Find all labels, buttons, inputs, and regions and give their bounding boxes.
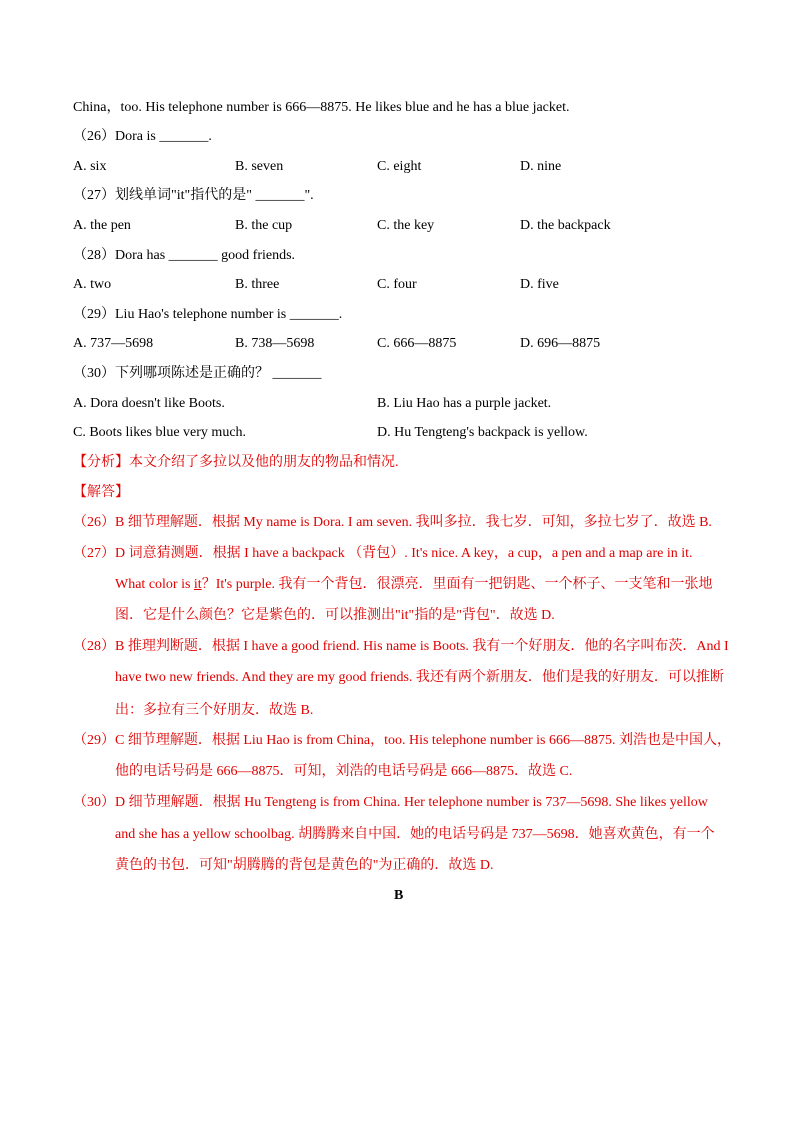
answer-26: （26）B 细节理解题．根据 My name is Dora. I am seven. 我叫多拉．我七岁．可知，多拉七岁了．故选 B. [73, 515, 712, 530]
answer-28-line3: 出：多拉有三个好朋友．故选 B. [115, 703, 314, 718]
answer-27-line2 [115, 576, 713, 594]
answer-30-line1: （30）D 细节理解题．根据 Hu Tengteng is from China. Her telephone number is 737—5698. She likes yellow [73, 795, 708, 810]
option-d: D. Hu Tengteng's backpack is yellow. [377, 425, 588, 440]
option-a: A. Dora doesn't like Boots. [73, 396, 225, 411]
question-stem-end: . [208, 129, 212, 144]
analysis-text: 【分析】本文介绍了多拉以及他的朋友的物品和情况. [73, 455, 399, 470]
answer-text: ？It's purple. 我有一个背包．很漂亮．里面有一把钥匙、一个杯子、一支笔和一张地 [201, 577, 713, 592]
option-d: D. five [520, 277, 559, 292]
answer-text: What color is [115, 577, 194, 592]
answer-28-line1: （28）B 推理判断题．根据 I have a good friend. His name is Boots. 我有一个好朋友．他的名字叫布茨．And I [73, 639, 729, 654]
option-b: B. seven [235, 159, 284, 174]
question-stem: （30）下列哪项陈述是正确的？ [73, 366, 273, 381]
option-c: C. Boots likes blue very much. [73, 425, 247, 440]
question-stem: （27）划线单词"it"指代的是" [73, 188, 256, 203]
option-b: B. Liu Hao has a purple jacket. [377, 396, 552, 411]
answer-30-line3: 黄色的书包．可知"胡腾腾的背包是黄色的"为正确的．故选 D. [115, 858, 494, 873]
passage-text: China，too. His telephone number is 666—8875. He likes blue and he has a blue jacket. [73, 100, 570, 115]
option-a: A. the pen [73, 218, 131, 233]
answer-28-line2: have two new friends. And they are my good friends. 我还有两个新朋友．他们是我的好朋友．可以推断 [115, 670, 724, 685]
answer-blank: _______ [255, 188, 305, 203]
answer-29-line1: （29）C 细节理解题．根据 Liu Hao is from China，too. His telephone number is 666—8875. 刘浩也是中国人， [73, 733, 731, 748]
option-b: B. 738—5698 [235, 336, 315, 351]
question-stem-end: good friends. [217, 248, 296, 263]
question-stem: （26）Dora is [73, 129, 160, 144]
option-c: C. eight [377, 159, 422, 174]
question-29 [73, 306, 342, 324]
answer-30-line2: and she has a yellow schoolbag. 胡腾腾来自中国．她的电话号码是 737—5698．她喜欢黄色，有一个 [115, 827, 715, 842]
underlined-word: it [193, 577, 202, 592]
option-a: A. six [73, 159, 107, 174]
section-label: B [394, 888, 404, 903]
option-d: D. 696—8875 [520, 336, 601, 351]
question-stem: （28）Dora has [73, 248, 169, 263]
answer-blank: _______ [168, 248, 218, 263]
answer-blank: _______ [289, 307, 339, 322]
option-c: C. four [377, 277, 417, 292]
option-b: B. three [235, 277, 280, 292]
answer-header: 【解答】 [73, 485, 129, 500]
option-d: D. the backpack [520, 218, 611, 233]
option-a: A. 737—5698 [73, 336, 154, 351]
question-26 [73, 128, 212, 146]
answer-27-line1: （27）D 词意猜测题．根据 I have a backpack （背包）. It's nice. A key，a cup，a pen and a map are in it. [73, 546, 693, 561]
answer-blank: _______ [159, 129, 209, 144]
answer-27-line3: 图．它是什么颜色？它是紫色的．可以推测出"it"指的是"背包"．故选 D. [115, 608, 555, 623]
question-28 [73, 247, 295, 265]
question-27 [73, 187, 314, 205]
option-a: A. two [73, 277, 112, 292]
answer-29-line2: 他的电话号码是 666—8875．可知，刘浩的电话号码是 666—8875．故选 C. [115, 764, 573, 779]
question-stem-end: ". [304, 188, 314, 203]
question-stem: （29）Liu Hao's telephone number is [73, 307, 290, 322]
answer-blank: _______ [272, 366, 322, 381]
option-c: C. the key [377, 218, 435, 233]
question-30 [73, 365, 322, 383]
option-c: C. 666—8875 [377, 336, 457, 351]
option-b: B. the cup [235, 218, 293, 233]
option-d: D. nine [520, 159, 562, 174]
question-stem-end: . [338, 307, 343, 322]
